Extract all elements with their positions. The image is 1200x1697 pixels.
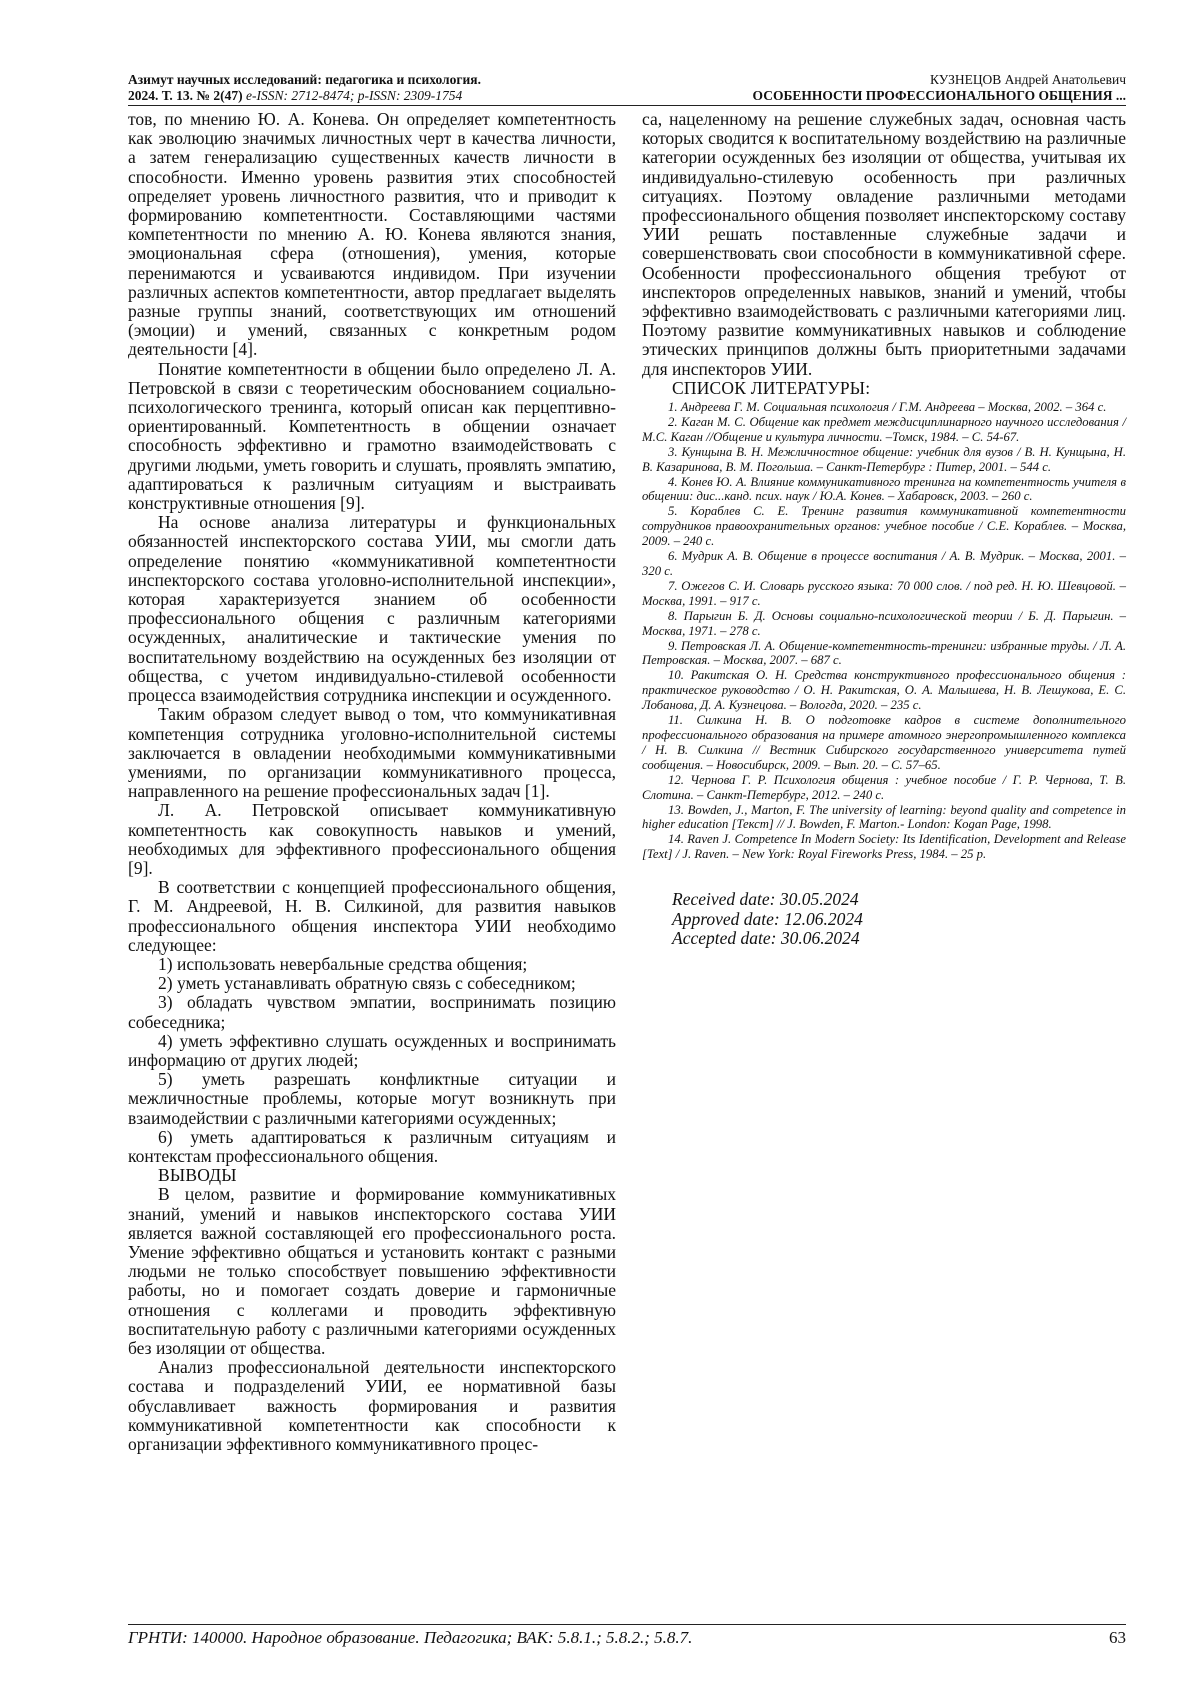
reference-list [642, 400, 1126, 862]
paragraph: Анализ профессиональной деятельности инспекторского состава и подразделений УИИ, ее нормативной базы обуславливает важность формирования и развития коммуникативной компетентности как способности к организации эффективного коммуникативного процес- [128, 1357, 616, 1455]
list-item: 1) использовать невербальные средства общения; [158, 953, 528, 974]
running-header [128, 72, 1126, 104]
received-date: Received date: 30.05.2024 [672, 889, 859, 910]
footer-classification: ГРНТИ: 140000. Народное образование. Педагогика; ВАК: 5.8.1.; 5.8.2.; 5.8.7. [128, 1628, 693, 1647]
journal-issue [128, 88, 481, 104]
reference-item: 5. Кораблев С. Е. Тренинг развития коммуникативной компетентности сотрудников правоохранительных органов: учебное пособие / С.Е. Кораблев. – Москва, 2009. – 240 с. [642, 504, 1126, 549]
reference-item: 2. Каган М. С. Общение как предмет междисциплинарного научного исследования / М.С. Каган //Общение и культура личности. –Томск, 1984. – С. 54-67. [642, 414, 1126, 444]
reference-item: 1. Андреева Г. М. Социальная психология / Г.М. Андреева – Москва, 2002. – 364 с. [668, 400, 1107, 415]
list-item: 2) уметь устанавливать обратную связь с собеседником; [158, 973, 576, 994]
paragraph: Л. А. Петровской описывает коммуникативную компетентность как совокупность навыков и умений, необходимых для эффективного профессионального общения [9]. [128, 800, 616, 878]
journal-name: Азимут научных исследований: педагогика и психология. [128, 72, 481, 87]
footer-rule [128, 1624, 1126, 1625]
paragraph: В целом, развитие и формирование коммуникативных знаний, умений и навыков инспекторского состава УИИ является важной составляющей его профессионального роста. Умение эффективно общаться и установить контакт с разными людьми не только способствует повышению эффективности работы, но и помогает создать доверие и гармоничные отношения с коллегами и проводить эффективную воспитательную работу с различными категориями осужденных без изоляции от общества. [128, 1184, 616, 1358]
right-body [642, 110, 1126, 379]
paragraph: Таким образом следует вывод о том, что коммуникативная компетенция сотрудника уголовно-исполнительной системы заключается в овладении необходимыми коммуникативными умениями, по организации коммуникативного процесса, направленного на решение профессиональных задач [1]. [128, 704, 616, 802]
reference-item: 4. Конев Ю. А. Влияние коммуникативного тренинга на компетентность учителя в общении: дис...канд. псих. наук / Ю.А. Конев. – Хабаровск, 2003. – 260 с. [642, 474, 1126, 504]
paragraph: тов, по мнению Ю. А. Конева. Он определяет компетентность как эволюцию значимых личностных черт в качества личности, а затем генерализацию существенных качеств личности в способности. Именно уровень развития этих способностей определяет уровень личностного развития, что и приводит к формированию компетентности. Составляющими частями компетентности по мнению А. Ю. Конева являются знания, эмоциональная сфера (отношения), умения, которые перенимаются и усваиваются индивидом. При изучении различных аспектов компетентности, автор предлагает выделять разные группы знаний, соответствующих им отношений (эмоции) и умений, связанных с конкретным родом деятельности [4]. [128, 109, 616, 360]
reference-item: 13. Bowden, J., Marton, F. The university of learning: beyond quality and competence in higher education [Текст] // J. Bowden, F. Marton.- London: Kogan Page, 1998. [642, 802, 1126, 832]
article-dates [672, 890, 1126, 949]
reference-item: 3. Кунщына В. Н. Межличностное общение: учебник для вузов / В. Н. Кунщына, Н. В. Казаринова, В. М. Погольша. – Санкт-Петербург : Питер, 2001. – 544 с. [642, 444, 1126, 474]
page [128, 72, 1126, 1652]
paragraph: В соответствии с концепцией профессионального общения, Г. М. Андреевой, Н. В. Силкиной, для развития навыков профессионального общения инспектора УИИ необходимо следующее: [128, 877, 616, 955]
conclusions-heading: ВЫВОДЫ [158, 1165, 237, 1186]
accepted-date: Accepted date: 30.06.2024 [672, 928, 860, 949]
reference-item: 11. Силкина Н. В. О подготовке кадров в системе дополнительного профессионального образования на примере атомного энергопромышленного комплекса / Н. В. Силкина // Вестник Сибирского государственного университета путей сообщения. – Новосибирск, 2009. – Вып. 20. – С. 57–65. [642, 713, 1126, 772]
paragraph: са, нацеленному на решение служебных задач, основная часть которых сводится к воспитательному воздействию на различные категории осужденных без изоляции от общества, учитывая их индивидуально-стилевую особенность при различных ситуациях. Поэтому овладение различными методами профессионального общения позволяет инспекторскому составу УИИ решать поставленные служебные задачи и совершенствовать свои способности в коммуникативной сфере. Особенности профессионального общения требуют от инспекторов определенных навыков, знаний и умений, чтобы эффективно взаимодействовать с различными категориями лиц. Поэтому развитие коммуникативных навыков и соблюдение этических принципов должны быть приоритетными задачами для инспекторов УИИ. [642, 109, 1126, 379]
list-item: 4) уметь эффективно слушать осужденных и воспринимать информацию от других людей; [128, 1030, 616, 1070]
list-item: 3) обладать чувством эмпатии, воспринимать позицию собеседника; [128, 992, 616, 1032]
reference-item: 8. Парыгин Б. Д. Основы социально-психологической теории / Б. Д. Парыгин. – Москва, 1971. – 278 с. [642, 608, 1126, 638]
article-short-title: ОСОБЕННОСТИ ПРОФЕССИОНАЛЬНОГО ОБЩЕНИЯ ... [752, 88, 1126, 103]
reference-item: 6. Мудрик А. В. Общение в процессе воспитания / А. В. Мудрик. – Москва, 2001. – 320 с. [642, 549, 1126, 579]
reference-item: 10. Ракитская О. Н. Средства конструктивного профессионального общения : практическое руководство / О. Н. Ракитская, О. А. Малышева, Н. В. Лешукова, Е. С. Лобанова, Д. А. Кузнецова. – Вологда, 2020. – 235 с. [642, 668, 1126, 713]
paragraph: Понятие компетентности в общении было определено Л. А. Петровской в связи с теоретическим обоснованием социально-психологического тренинга, который описан как перцептивно-ориентированный. Компетентность в общении означает способность эффективно и грамотно взаимодействовать с другими людьми, уметь говорить и слушать, проявлять эмпатию, адаптироваться к различным ситуациям и выстраивать конструктивные отношения [9]. [128, 358, 616, 514]
reference-item: 14. Raven J. Competence In Modern Society: Its Identification, Development and Release [Text] / J. Raven. – New York: Royal Fireworks Press, 1984. – 25 p. [642, 832, 1126, 862]
journal-info [128, 72, 481, 104]
references-heading: СПИСОК ЛИТЕРАТУРЫ: [672, 377, 871, 398]
reference-item: 7. Ожегов С. И. Словарь русского языка: 70 000 слов. / под ред. Н. Ю. Шевцовой. – Москва, 1991. – 917 с. [642, 578, 1126, 608]
paragraph: На основе анализа литературы и функциональных обязанностей инспекторского состава УИИ, мы смогли дать определение понятию «коммуникативной компетентности инспекторского состава уголовно-исполнительной инспекции», которая характеризуется знанием об особенности профессионального общения с различным категориями осужденных, аналитические и тактические умения по воспитательному воздействию на осужденных без изоляции от общества, с учетом индивидуально-стилевой особенности процесса взаимодействия сотрудника инспекции и осужденного. [128, 512, 616, 706]
journal-volume: 2024. Т. 13. № 2(47) [128, 88, 243, 103]
approved-date: Approved date: 12.06.2024 [672, 908, 863, 929]
reference-item: 9. Петровская Л. А. Общение-компетентность-тренинги: избранные труды. / Л. А. Петровская. – Москва, 2007. – 687 с. [642, 638, 1126, 668]
journal-issn: e-ISSN: 2712-8474; p-ISSN: 2309-1754 [242, 88, 463, 103]
author-name: КУЗНЕЦОВ Андрей Анатольевич [930, 72, 1126, 87]
page-number: 63 [1109, 1628, 1126, 1647]
list-item: 6) уметь адаптироваться к различным ситуациям и контекстам профессионального общения. [128, 1126, 616, 1166]
header-rule [128, 105, 1126, 106]
list-item: 5) уметь разрешать конфликтные ситуации и межличностные проблемы, которые могут возникнуть при взаимодействии с различными категориями осужденных; [128, 1069, 616, 1128]
reference-item: 12. Чернова Г. Р. Психология общения : учебное пособие / Г. Р. Чернова, Т. В. Слотина. – Санкт-Петербург, 2012. – 240 с. [642, 772, 1126, 802]
left-column [128, 110, 616, 1454]
article-info [753, 72, 1126, 104]
right-column [642, 110, 1126, 949]
